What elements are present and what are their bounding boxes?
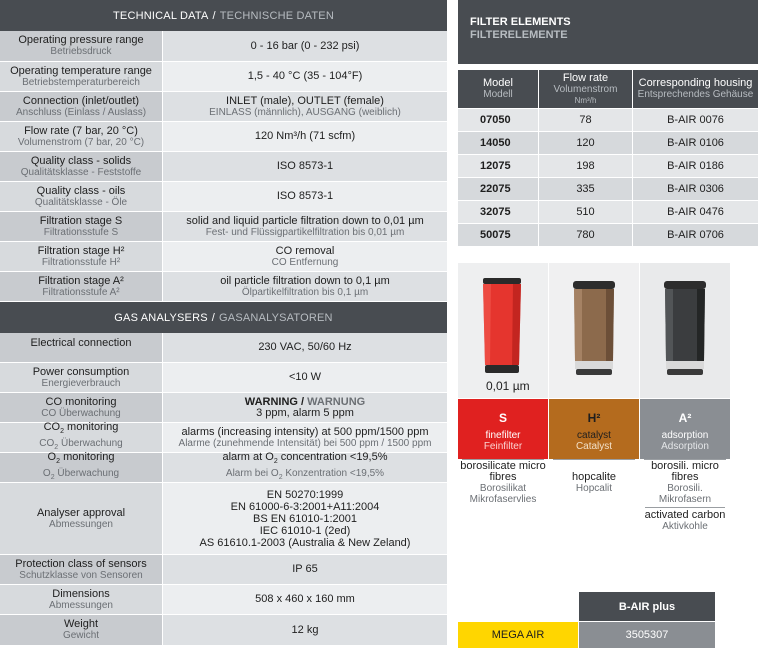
gas-analysers-header: GAS ANALYSERS / GASANALYSATOREN: [0, 302, 447, 333]
table-row: 07050 78 B-AIR 0076: [458, 108, 758, 131]
material-rule-a2: [644, 459, 726, 460]
table-row: 12075 198 B-AIR 0186: [458, 154, 758, 177]
col-housing: Corresponding housing Entsprechendes Gehäuse: [637, 77, 754, 100]
table-row: 32075 510 B-AIR 0476: [458, 200, 758, 223]
cartridge-a2-image: [640, 263, 730, 398]
micron-label: 0,01 µm: [486, 379, 530, 393]
technical-data-header: TECHNICAL DATA / TECHNISCHE DATEN: [0, 0, 447, 31]
spec-row-o2: $O_2$ monitoring $O_2$ Überwachung alarm at $O_2$ concentration <19,5% Alarm bei $O_2$ Konzentration <19,5%: [0, 453, 447, 483]
gas-analysers-subtitle: GASANALYSATOREN: [219, 311, 333, 324]
col-flow: Flow rate Volumenstrom Nm³/h: [539, 70, 633, 108]
material-h2: hopcalite Hopcalit: [571, 471, 617, 494]
cartridge-type-s: S finefilter Feinfilter: [458, 399, 548, 459]
spec-row-co: CO monitoring CO Überwachung WARNING / WARNUNG 3 ppm, alarm 5 ppm: [0, 393, 447, 423]
spec-row-quality-solids: Quality class - solids Qualitätsklasse - Feststoffe ISO 8573-1: [0, 152, 447, 182]
product-code: 3505307: [579, 622, 715, 648]
spec-row-stage-s: Filtration stage S Filtrationsstufe S solid and liquid particle filtration down to 0,01 µm Fest- und Flüssigpartikelfiltration bis 0,01 µm: [0, 212, 447, 242]
spec-row-protection: Protection class of sensors Schutzklasse von Sensoren IP 65: [0, 555, 447, 585]
technical-data-subtitle: TECHNISCHE DATEN: [219, 9, 334, 22]
cartridge-types: [458, 399, 730, 459]
filter-elements-subtitle: FILTERELEMENTE: [470, 29, 568, 41]
filter-elements-header: [458, 0, 758, 64]
material-rule-s: [462, 459, 544, 460]
spec-row-co2: $CO_2$ monitoring $CO_2$ Überwachung alarms (increasing intensity) at 500 ppm/1500 ppm Alarme (zunehmende Intensität) bei 500 ppm / 1500 ppm: [0, 423, 447, 453]
product-header: B-AIR plus: [579, 592, 715, 621]
cartridge-h2-image: [549, 263, 639, 398]
spec-row-approval: Analyser approval Abmessungen EN 50270:1999 EN 61000-6-3:2001+A11:2004 BS EN 61010-1:2001 IEC 61010-1 (2ed) AS 61610.1-2003 (Australia & New Zeland): [0, 483, 447, 555]
cartridge-s-image: [458, 263, 548, 398]
spec-row-connection: Connection (inlet/outlet) Anschluss (Einlass / Auslass) INLET (male), OUTLET (female) EINLASS (männlich), AUSGANG (weiblich): [0, 92, 447, 122]
cartridge-type-a2: A² adsorption Adsorption: [640, 399, 730, 459]
spec-row-quality-oils: Quality class - oils Qualitätsklasse - Öle ISO 8573-1: [0, 182, 447, 212]
material-a2: borosili. micro fibres Borosili. Mikrofasern activated carbon Aktivkohle: [644, 460, 726, 532]
spec-row-electrical: Electrical connection 230 VAC, 50/60 Hz: [0, 333, 447, 363]
material-s: borosilicate micro fibres Borosilikat Mikrofaservlies: [460, 460, 546, 505]
spec-row-power: Power consumption Energieverbrauch <10 W: [0, 363, 447, 393]
table-row: 14050 120 B-AIR 0106: [458, 131, 758, 154]
product-name: MEGA AIR: [458, 622, 578, 648]
cartridge-images: [458, 263, 730, 398]
technical-data-title: TECHNICAL DATA: [113, 9, 209, 22]
spec-row-stage-a2: Filtration stage A² Filtrationsstufe A² oil particle filtration down to 0,1 µm Ölpartikelfiltration bis 0,1 µm: [0, 272, 447, 302]
spec-row-flow: Flow rate (7 bar, 20 °C) Volumenstrom (7 bar, 20 °C) 120 Nm³/h (71 scfm): [0, 122, 447, 152]
spec-row-dimensions: Dimensions Abmessungen 508 x 460 x 160 mm: [0, 585, 447, 615]
spec-row-weight: Weight Gewicht 12 kg: [0, 615, 447, 645]
gas-analysers-title: GAS ANALYSERS: [114, 311, 208, 324]
material-divider: [645, 507, 725, 508]
spec-row-temperature: Operating temperature range Betriebstemperaturbereich 1,5 - 40 °C (35 - 104°F): [0, 62, 447, 92]
material-rule-h2: [553, 459, 635, 460]
filter-elements-header-row: [458, 70, 758, 108]
filter-elements-title: FILTER ELEMENTS: [470, 16, 571, 28]
table-row: 22075 335 B-AIR 0306: [458, 177, 758, 200]
spec-row-stage-h2: Filtration stage H² Filtrationsstufe H² CO removal CO Entfernung: [0, 242, 447, 272]
cartridge-type-h2: H² catalyst Catalyst: [549, 399, 639, 459]
filter-elements-table: [458, 70, 758, 246]
col-model: Model Modell: [458, 70, 539, 108]
table-row: 50075 780 B-AIR 0706: [458, 223, 758, 246]
spec-row-pressure: Operating pressure range Betriebsdruck 0 - 16 bar (0 - 232 psi): [0, 31, 447, 62]
